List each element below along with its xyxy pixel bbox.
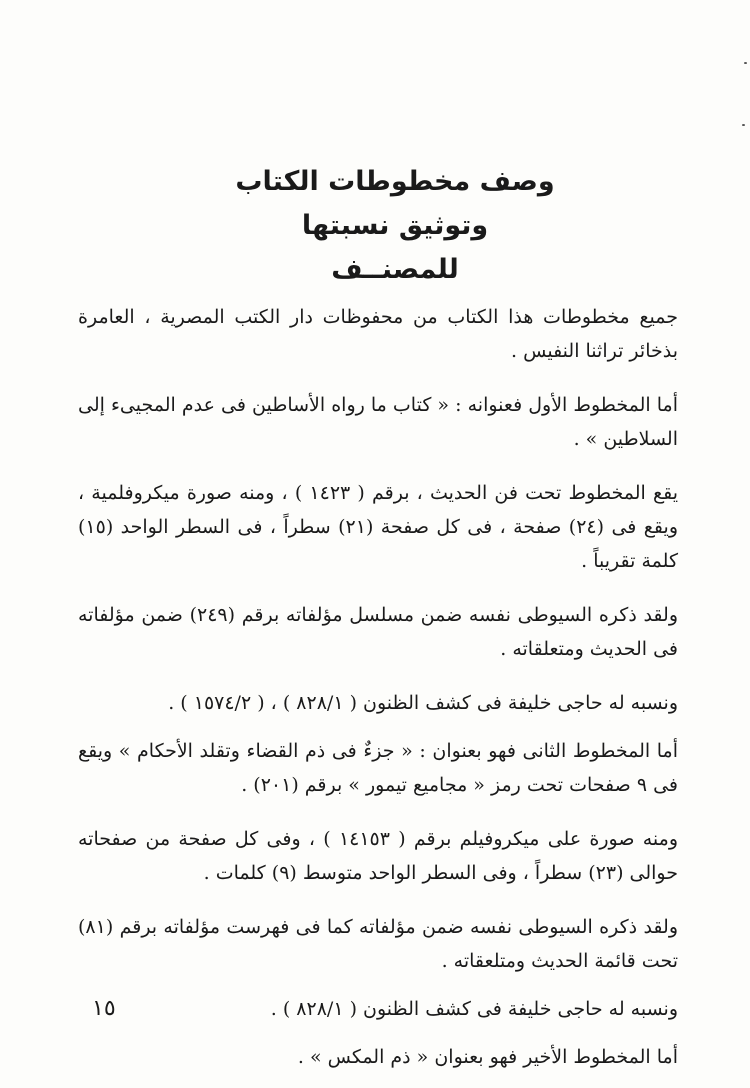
scan-speck: [744, 62, 747, 64]
paragraph-second-manuscript-title: أما المخطوط الثانى فهو بعنوان : « جزءٌ فى ذم القضاء وتقلد الأحكام » ويقع فى ٩ صفحات تحت رمز « مجاميع تيمور » برقم (٢٠١) .: [78, 740, 678, 796]
title-line-3: للمصنــف: [331, 254, 459, 285]
chapter-title: [0, 160, 750, 292]
paragraph-intro: جميع مخطوطات هذا الكتاب من محفوظات دار الكتب المصرية ، العامرة بذخائر تراثنا النفيس .: [78, 306, 678, 362]
paragraph-second-manuscript-hajji-khalifa: ونسبه له حاجى خليفة فى كشف الظنون ( ٨٢٨/١ ) .: [270, 998, 678, 1020]
paragraph-second-manuscript-attribution: ولقد ذكره السيوطى نفسه ضمن مؤلفاته كما فى فهرست مؤلفاته برقم (٨١) تحت قائمة الحديث ومتلعقاته .: [78, 916, 678, 972]
paragraph-first-manuscript-attribution: ولقد ذكره السيوطى نفسه ضمن مسلسل مؤلفاته برقم (٢٤٩) ضمن مؤلفاته فى الحديث ومتعلقاته .: [78, 604, 679, 660]
title-line-1: وصف مخطوطات الكتاب: [235, 166, 555, 197]
paragraph-first-manuscript-title: أما المخطوط الأول فعنوانه : « كتاب ما رواه الأساطين فى عدم المجيىء إلى السلاطين » .: [78, 394, 678, 450]
page-number: ١٥: [92, 996, 116, 1021]
title-line-2: وتوثيق نسبتها: [301, 210, 489, 241]
body-text: [78, 300, 678, 1088]
paragraph-first-manuscript-details: يقع المخطوط تحت فن الحديث ، برقم ( ١٤٢٣ ) ، ومنه صورة ميكروفلمية ، ويقع فى (٢٤) صفحة ، فى كل صفحة (٢١) سطراً ، فى السطر الواحد (١٥) كلمة تقريباً .: [78, 482, 678, 572]
paragraph-last-manuscript-title: أما المخطوط الأخير فهو بعنوان « ذم المكس » .: [297, 1046, 678, 1068]
paragraph-second-manuscript-details: ومنه صورة على ميكروفيلم برقم ( ١٤١٥٣ ) ، وفى كل صفحة من صفحاته حوالى (٢٣) سطراً ، وفى السطر الواحد متوسط (٩) كلمات .: [78, 828, 678, 884]
paragraph-first-manuscript-hajji-khalifa: ونسبه له حاجى خليفة فى كشف الظنون ( ٨٢٨/١ ) ، ( ١٥٧٤/٢ ) .: [168, 692, 678, 714]
scan-speck: [742, 124, 745, 126]
